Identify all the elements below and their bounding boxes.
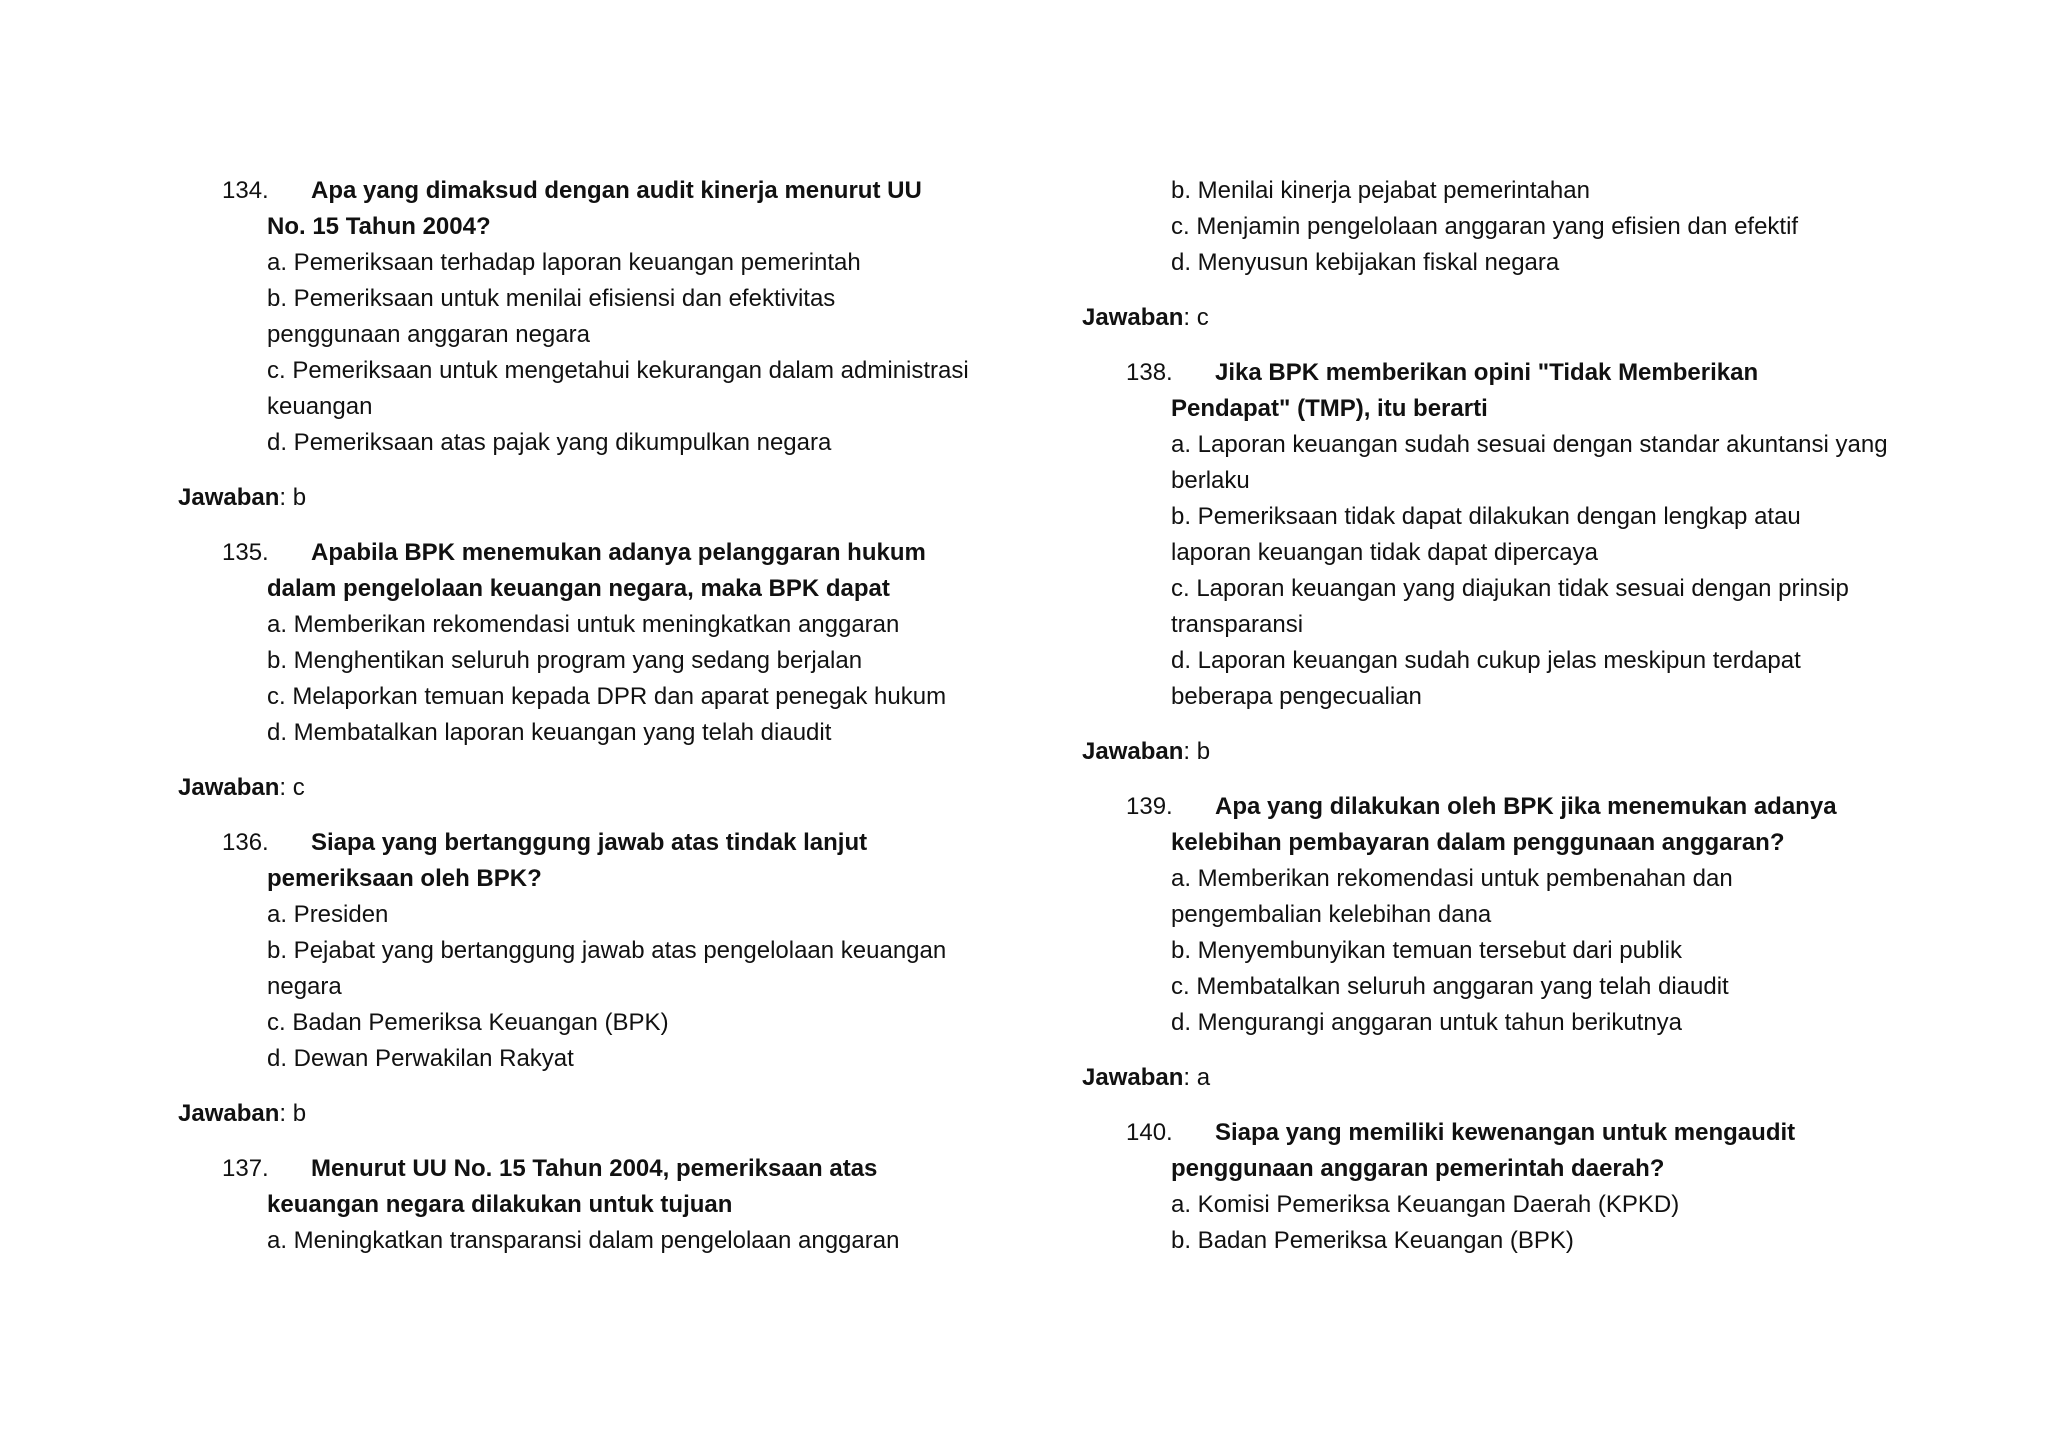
answer-label: Jawaban (178, 774, 280, 801)
question-number: 139. (1126, 793, 1173, 820)
question-heading (222, 1151, 1018, 1187)
left-column (178, 173, 1018, 1259)
option-line: beberapa pengecualian (1171, 683, 1422, 710)
answer-line (178, 1096, 1018, 1132)
option-line: a. Komisi Pemeriksa Keuangan Daerah (KPKD) (1171, 1191, 1680, 1218)
option-line: b. Menyembunyikan temuan tersebut dari publik (1171, 937, 1682, 964)
option-line: b. Pemeriksaan untuk menilai efisiensi dan efektivitas (267, 285, 836, 312)
option-line: d. Dewan Perwakilan Rakyat (267, 1045, 574, 1072)
answer-label: Jawaban (1082, 738, 1184, 765)
question-heading (222, 173, 1018, 209)
option-line: penggunaan anggaran negara (267, 321, 590, 348)
question-text-line-2: No. 15 Tahun 2004? (267, 213, 491, 240)
option-line: pengembalian kelebihan dana (1171, 901, 1492, 928)
question-heading (222, 535, 1018, 571)
option-line: d. Pemeriksaan atas pajak yang dikumpulkan negara (267, 429, 832, 456)
option-line: c. Menjamin pengelolaan anggaran yang efisien dan efektif (1171, 213, 1799, 240)
option-line: c. Melaporkan temuan kepada DPR dan aparat penegak hukum (267, 683, 947, 710)
option-line: keuangan (267, 393, 373, 420)
question-heading (1126, 1115, 1922, 1151)
option-line: a. Meningkatkan transparansi dalam pengelolaan anggaran (267, 1227, 900, 1254)
option-line: d. Mengurangi anggaran untuk tahun berikutnya (1171, 1009, 1683, 1036)
answer-label: Jawaban (178, 1100, 280, 1127)
option-line: b. Menilai kinerja pejabat pemerintahan (1171, 177, 1590, 204)
option-line: b. Pemeriksaan tidak dapat dilakukan dengan lengkap atau (1171, 503, 1801, 530)
option-line: d. Laporan keuangan sudah cukup jelas meskipun terdapat (1171, 647, 1801, 674)
question-number: 136. (222, 829, 269, 856)
question-number: 138. (1126, 359, 1173, 386)
option-line: c. Laporan keuangan yang diajukan tidak sesuai dengan prinsip (1171, 575, 1849, 602)
question-text-line-1: Jika BPK memberikan opini "Tidak Memberikan (1215, 359, 1759, 386)
option-line: d. Menyusun kebijakan fiskal negara (1171, 249, 1560, 276)
question-number: 137. (222, 1155, 269, 1182)
question-137-continued (1082, 173, 1922, 336)
answer-value: : a (1183, 1064, 1211, 1091)
option-line: c. Badan Pemeriksa Keuangan (BPK) (267, 1009, 669, 1036)
answer-value: : c (1183, 304, 1209, 331)
question-heading (1126, 789, 1922, 825)
answer-value: : b (1183, 738, 1211, 765)
answer-line (1082, 300, 1922, 336)
question-text-line-2: pemeriksaan oleh BPK? (267, 865, 542, 892)
question-text-line-2: kelebihan pembayaran dalam penggunaan anggaran? (1171, 829, 1785, 856)
option-line: a. Memberikan rekomendasi untuk pembenahan dan (1171, 865, 1733, 892)
answer-line (1082, 734, 1922, 770)
answer-value: : b (279, 484, 307, 511)
answer-line (178, 770, 1018, 806)
question-135 (178, 535, 1018, 806)
answer-label: Jawaban (178, 484, 280, 511)
answer-line (1082, 1060, 1922, 1096)
option-line: transparansi (1171, 611, 1304, 638)
question-number: 140. (1126, 1119, 1173, 1146)
answer-label: Jawaban (1082, 1064, 1184, 1091)
question-heading (222, 825, 1018, 861)
option-line: b. Menghentikan seluruh program yang sedang berjalan (267, 647, 863, 674)
question-136 (178, 825, 1018, 1132)
question-140 (1082, 1115, 1922, 1259)
right-column (1082, 173, 1922, 1259)
question-number: 134. (222, 177, 269, 204)
option-line: c. Membatalkan seluruh anggaran yang telah diaudit (1171, 973, 1729, 1000)
answer-value: : c (279, 774, 305, 801)
option-line: c. Pemeriksaan untuk mengetahui kekurangan dalam administrasi (267, 357, 969, 384)
option-line: laporan keuangan tidak dapat dipercaya (1171, 539, 1598, 566)
question-text-line-2: Pendapat" (TMP), itu berarti (1171, 395, 1488, 422)
option-line: a. Presiden (267, 901, 389, 928)
answer-line (178, 480, 1018, 516)
option-line: berlaku (1171, 467, 1250, 494)
option-line: a. Pemeriksaan terhadap laporan keuangan pemerintah (267, 249, 861, 276)
question-text-line-2: keuangan negara dilakukan untuk tujuan (267, 1191, 733, 1218)
question-text-line-1: Menurut UU No. 15 Tahun 2004, pemeriksaan atas (311, 1155, 878, 1182)
answer-label: Jawaban (1082, 304, 1184, 331)
question-text-line-2: penggunaan anggaran pemerintah daerah? (1171, 1155, 1665, 1182)
question-text-line-1: Apa yang dilakukan oleh BPK jika menemukan adanya (1215, 793, 1837, 820)
question-139 (1082, 789, 1922, 1096)
question-138 (1082, 355, 1922, 770)
option-line: a. Memberikan rekomendasi untuk meningkatkan anggaran (267, 611, 900, 638)
question-heading (1126, 355, 1922, 391)
question-text-line-1: Siapa yang memiliki kewenangan untuk mengaudit (1215, 1119, 1796, 1146)
answer-value: : b (279, 1100, 307, 1127)
question-number: 135. (222, 539, 269, 566)
question-text-line-2: dalam pengelolaan keuangan negara, maka BPK dapat (267, 575, 890, 602)
option-line: negara (267, 973, 342, 1000)
question-text-line-1: Apabila BPK menemukan adanya pelanggaran hukum (311, 539, 926, 566)
option-line: a. Laporan keuangan sudah sesuai dengan standar akuntansi yang (1171, 431, 1888, 458)
question-text-line-1: Apa yang dimaksud dengan audit kinerja menurut UU (311, 177, 922, 204)
question-134 (178, 173, 1018, 516)
question-137 (178, 1151, 1018, 1259)
option-line: b. Badan Pemeriksa Keuangan (BPK) (1171, 1227, 1574, 1254)
question-text-line-1: Siapa yang bertanggung jawab atas tindak lanjut (311, 829, 868, 856)
option-line: d. Membatalkan laporan keuangan yang telah diaudit (267, 719, 832, 746)
option-line: b. Pejabat yang bertanggung jawab atas pengelolaan keuangan (267, 937, 947, 964)
